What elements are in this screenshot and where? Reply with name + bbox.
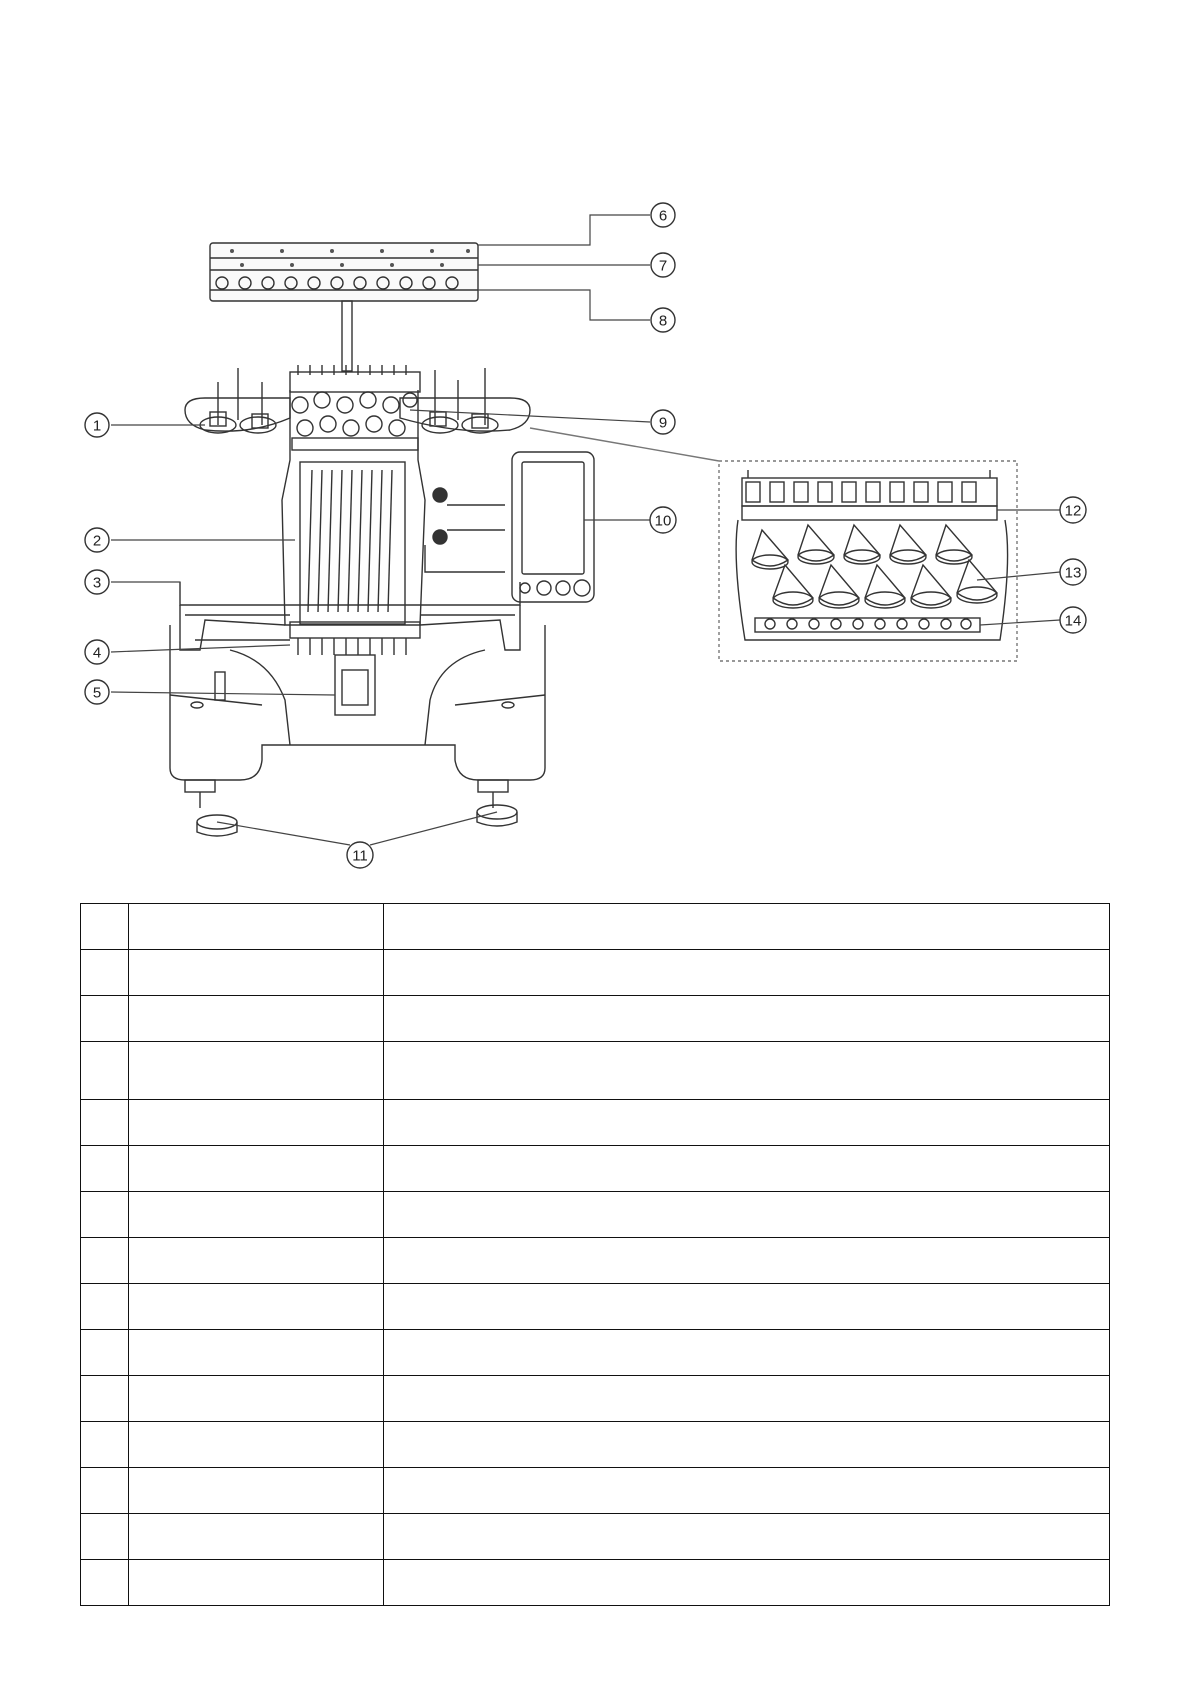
callout-5: 5 (92, 684, 102, 702)
part-name (129, 1560, 384, 1606)
row-number (81, 1514, 129, 1560)
callout-7: 7 (658, 257, 668, 275)
thread-guide-bar (210, 243, 478, 371)
part-name (129, 1468, 384, 1514)
callout-circles (85, 203, 1086, 868)
part-description (384, 1042, 1110, 1100)
part-description (384, 1514, 1110, 1560)
table-row (81, 1100, 1110, 1146)
callout-9: 9 (658, 414, 668, 432)
table-row (81, 1376, 1110, 1422)
adjustable-feet (185, 780, 517, 836)
table-row (81, 950, 1110, 996)
row-number (81, 996, 129, 1042)
part-description (384, 1238, 1110, 1284)
control-panel (512, 452, 594, 602)
row-number (81, 1376, 129, 1422)
callout-13: 13 (1064, 564, 1082, 582)
callout-1: 1 (92, 417, 102, 435)
leader-lines (111, 215, 1060, 845)
part-name (129, 996, 384, 1042)
table-row (81, 904, 1110, 950)
row-number (81, 1330, 129, 1376)
part-description (384, 1100, 1110, 1146)
row-number (81, 904, 129, 950)
part-description (384, 1376, 1110, 1422)
part-name (129, 904, 384, 950)
part-description (384, 1560, 1110, 1606)
part-description (384, 1468, 1110, 1514)
part-name (129, 1376, 384, 1422)
callout-4: 4 (92, 644, 102, 662)
row-number (81, 1422, 129, 1468)
row-number (81, 1042, 129, 1100)
row-number (81, 1284, 129, 1330)
row-number (81, 1238, 129, 1284)
callout-3: 3 (92, 574, 102, 592)
row-number (81, 1146, 129, 1192)
table-row (81, 1284, 1110, 1330)
part-name (129, 1284, 384, 1330)
callout-11: 11 (352, 847, 368, 865)
table-row (81, 1042, 1110, 1100)
part-name (129, 1146, 384, 1192)
detail-zoom-box (530, 428, 1017, 661)
callout-2: 2 (92, 532, 102, 550)
row-number (81, 1560, 129, 1606)
part-name (129, 1100, 384, 1146)
part-description (384, 996, 1110, 1042)
table-row (81, 1330, 1110, 1376)
part-name (129, 1238, 384, 1284)
row-number (81, 1100, 129, 1146)
part-description (384, 1422, 1110, 1468)
row-number (81, 1192, 129, 1238)
table-row (81, 1468, 1110, 1514)
table-row (81, 1238, 1110, 1284)
part-name (129, 1042, 384, 1100)
table-row (81, 1146, 1110, 1192)
row-number (81, 1468, 129, 1514)
part-description (384, 1330, 1110, 1376)
row-number (81, 950, 129, 996)
embroidery-frame-carriage (180, 582, 520, 650)
table-row (81, 1560, 1110, 1606)
part-description (384, 1284, 1110, 1330)
callout-8: 8 (658, 312, 668, 330)
table-row (81, 1192, 1110, 1238)
callout-14: 14 (1064, 612, 1082, 630)
part-description (384, 904, 1110, 950)
part-name (129, 950, 384, 996)
part-name (129, 1422, 384, 1468)
table-row (81, 1514, 1110, 1560)
part-name (129, 1514, 384, 1560)
table-row (81, 1422, 1110, 1468)
parts-table (80, 903, 1110, 1606)
part-description (384, 1192, 1110, 1238)
callout-6: 6 (658, 207, 668, 225)
part-name (129, 1330, 384, 1376)
table-row (81, 996, 1110, 1042)
callout-12: 12 (1064, 502, 1082, 520)
part-description (384, 1146, 1110, 1192)
part-name (129, 1192, 384, 1238)
callout-10: 10 (654, 512, 672, 530)
machine-body (282, 390, 505, 715)
part-description (384, 950, 1110, 996)
